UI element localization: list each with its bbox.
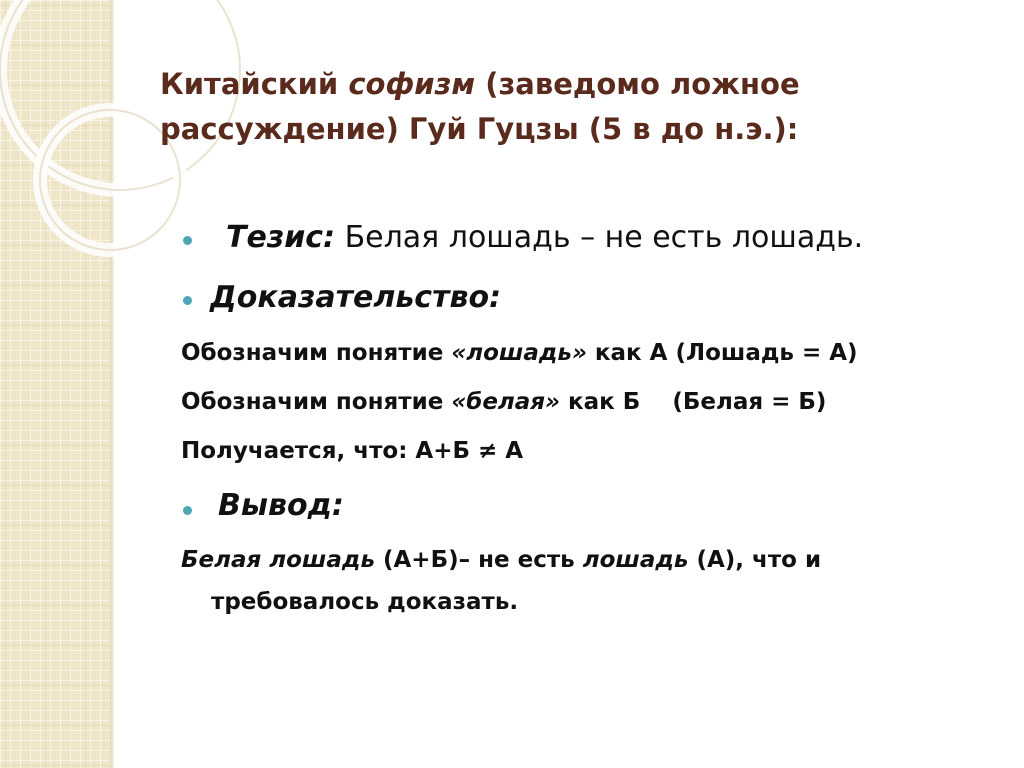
horse-post: как А (Лошадь = А) [586, 340, 858, 366]
conclusion-term-b: лошадь [582, 547, 689, 573]
thesis-label: Тезис: [226, 220, 336, 255]
horse-term: «лошадь» [451, 340, 587, 366]
result-line: Получается, что: А+Б ≠ А [181, 438, 524, 464]
conclusion-mid: (А+Б)– не есть [374, 547, 583, 573]
white-post: как Б (Белая = Б) [560, 389, 827, 415]
conclusion-line-2: требовалось доказать. [211, 589, 519, 615]
thesis-line [226, 220, 863, 255]
white-definition-line [181, 389, 826, 415]
conclusion-label: Вывод: [218, 488, 344, 523]
title-part3: (заведомо ложное рассуждение) Гуй Гуцзы (5 в до н.э.): [160, 67, 800, 146]
title-part1: Китайский [160, 67, 349, 101]
horse-pre: Обозначим понятие [181, 340, 452, 366]
title-italic-term: софизм [348, 67, 476, 101]
conclusion-line-1 [181, 547, 821, 573]
bullet-dot [183, 296, 192, 305]
proof-label: Доказательство: [210, 280, 502, 315]
conclusion-end: (А), что и [688, 547, 822, 573]
white-term: «белая» [451, 389, 561, 415]
bullet-dot [183, 506, 192, 515]
thesis-text: Белая лошадь – не есть лошадь. [335, 220, 864, 255]
bullet-dot [183, 236, 192, 245]
white-pre: Обозначим понятие [181, 389, 452, 415]
conclusion-term-a: Белая лошадь [181, 547, 375, 573]
horse-definition-line [181, 340, 858, 366]
